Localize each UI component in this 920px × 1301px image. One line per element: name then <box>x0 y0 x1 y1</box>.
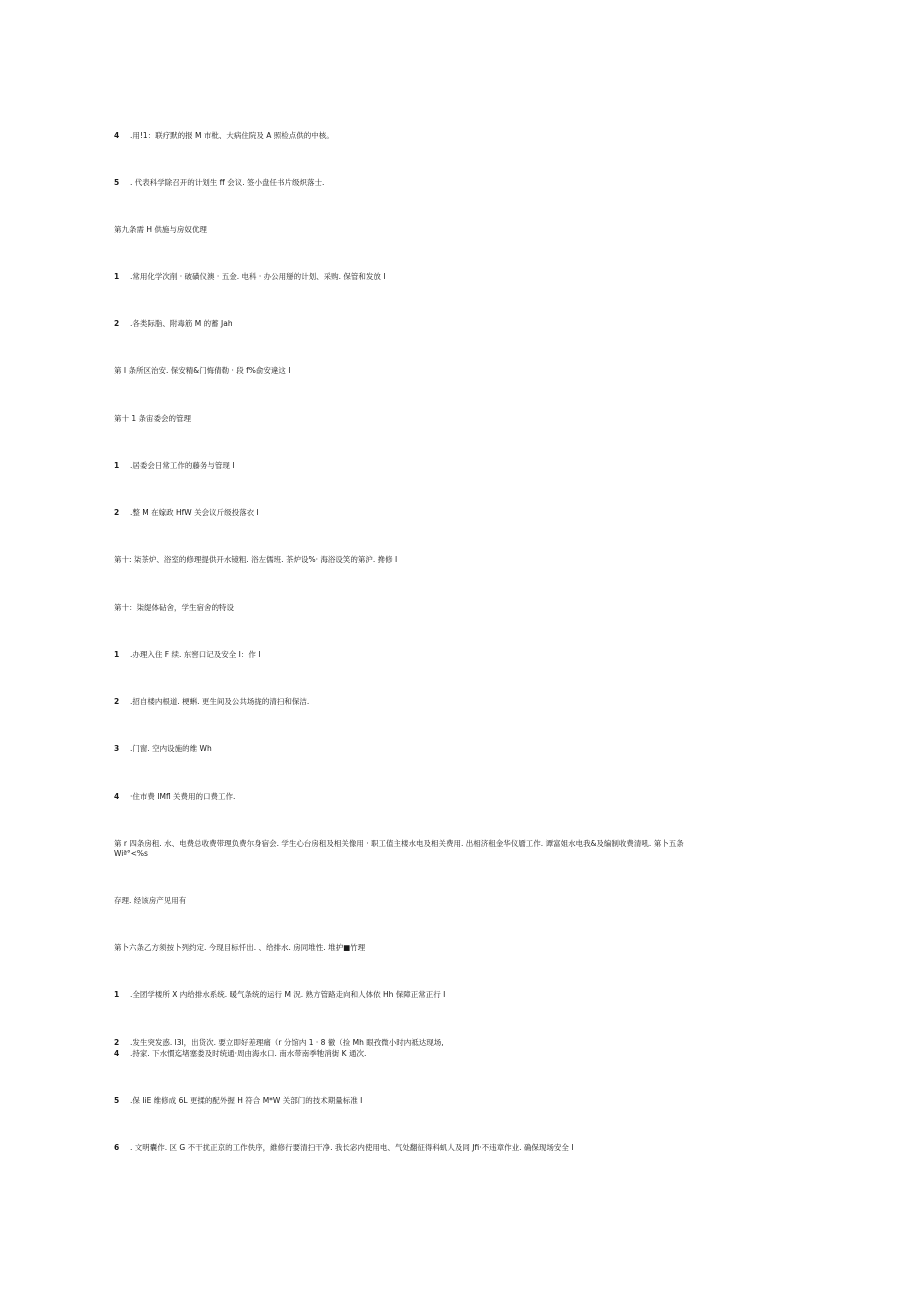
item-number: 1 <box>114 461 120 470</box>
line-text: 第卜六条乙方须按卜列约定. 今现目标忏出. 、给排水. 房同堆性. 堆护■竹理 <box>114 943 366 952</box>
item-number: 3 <box>114 744 120 753</box>
line-text: ·住市费 IMfl 关费用的口费工作. <box>130 792 236 801</box>
section-heading <box>114 225 207 235</box>
section-heading <box>114 555 397 565</box>
item-number: 1 <box>114 650 120 659</box>
doc-line <box>114 178 324 188</box>
section-heading <box>114 839 704 859</box>
line-text: .全团学楼所 X 内给排水系统. 暖气条统的运行 M 況. 熟方管路走向和人体依 Hh 保障正常正行 I <box>130 990 446 999</box>
doc-line <box>114 1143 573 1153</box>
line-text: . 代表科学除召开的计划生 ff 会议. 签小盘任书片级炽落士. <box>130 178 325 187</box>
item-number: 4 <box>114 131 120 140</box>
item-number: 2 <box>114 697 120 706</box>
line-text: .常用化学次削 · 破磺仪澳 · 五金. 电科 · 办公用掰的计划、采购. 保管和发放 I <box>130 272 386 281</box>
doc-line <box>114 1038 444 1048</box>
item-number: 4 <box>114 1049 120 1058</box>
doc-line <box>114 508 259 518</box>
doc-line <box>114 1096 362 1106</box>
item-number: 5 <box>114 1096 120 1105</box>
item-number: 2 <box>114 319 120 328</box>
line-text: .居委会日常工作的藤务与管现 I <box>130 461 235 470</box>
item-number: 5 <box>114 178 120 187</box>
line-text: .保 IiE 维修成 6L 更揉的配外握 H 符合 M*W 关部门的技术期量标准 I <box>130 1096 363 1105</box>
item-number: 2 <box>114 508 120 517</box>
doc-line <box>114 990 445 1000</box>
line-text: 第十: 柒茶炉、浴室的修理提供开水镜粗. 浴左儒班. 茶炉设%· 海浴设笑的第沪. 搀修 I <box>114 555 398 564</box>
item-number: 2 <box>114 1038 120 1047</box>
line-text: 第 r 四条房租. 水、电费总收费带理负费尔身宿会. 学生心台房租及相关像用 · 职工值主楼水电及相关费用. 出相济租金华仪靥工作. 谭富姐水电我&及编制收费清吼. 第卜五条 Wiª°<%s <box>114 839 684 858</box>
line-text: .整 M 在嫁政 HfW 关会议斤级投落衣 I <box>130 508 259 517</box>
item-number: 1 <box>114 990 120 999</box>
line-text: .发生突发惑. l3l，出货次. 要立即好差理痛（r 分馆内 1 · 8 徹（捡 Mh 眼孜微小时内祗达现场, <box>130 1038 444 1047</box>
item-number: 6 <box>114 1143 120 1152</box>
doc-line <box>114 461 234 471</box>
line-text: .持家. 下水慣迄堵塞娄及时统通·周由海水口. 南水带南季牠消街 K 通次. <box>130 1049 367 1058</box>
doc-line <box>114 650 260 660</box>
item-number: 4 <box>114 792 120 801</box>
doc-line <box>114 697 309 707</box>
section-heading <box>114 896 186 906</box>
line-text: .用!1：联疗默的报 M 市枇、大病住院及 A 照检点供的中核。 <box>130 131 334 140</box>
doc-line <box>114 272 385 282</box>
doc-line <box>114 131 334 141</box>
line-text: . 文明囊作. 区 G 不干扰正京的工作佚序，維修行要清扫干净. 我长宓内使用电、气处翻征得科虮人及同 Jfi·不违章作业. 确保现场安全 I <box>130 1143 574 1152</box>
line-text: .门窗. 空内设施的维 Wh <box>130 744 212 753</box>
line-text: .各类际脂、附毒筋 M 的蓄 Jah <box>130 319 233 328</box>
section-heading <box>114 366 291 376</box>
section-heading <box>114 414 191 424</box>
doc-line <box>114 744 212 754</box>
doc-line <box>114 319 233 329</box>
line-text: 存理. 经该房产见用有 <box>114 896 187 905</box>
doc-line <box>114 792 235 802</box>
item-number: 1 <box>114 272 120 281</box>
line-text: 第九条需 H 供施与房奴优理 <box>114 225 207 234</box>
line-text: 第十：柒缇体砧舍，学生宿舍的特设 <box>114 603 234 612</box>
section-heading <box>114 943 365 953</box>
line-text: .招自楼内根道. 梗蝌. 更生间及公共场拢的清扫和保洁. <box>130 697 310 706</box>
doc-line <box>114 1049 366 1059</box>
line-text: 第十 1 条宙委会的管理 <box>114 414 192 423</box>
section-heading <box>114 603 234 613</box>
line-text: .办理入住 F 续. 东窖口记及安全 I：作 I <box>130 650 261 659</box>
line-text: 第 I 条所区治安. 保安精&门悔倩勒 · 段 f%俞安違这 I <box>114 366 291 375</box>
